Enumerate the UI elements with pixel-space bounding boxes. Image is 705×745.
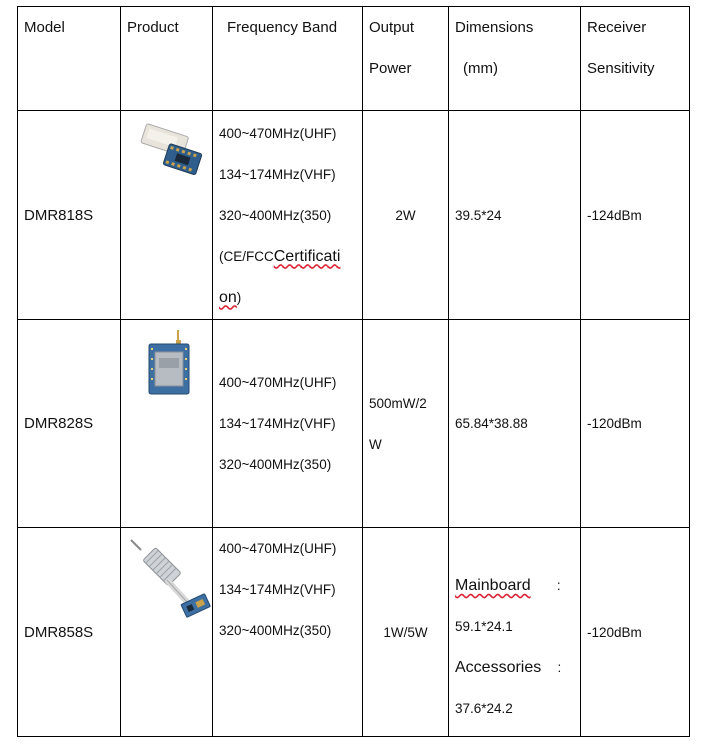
header-output-power: Output Power bbox=[363, 7, 449, 111]
header-product: Product bbox=[121, 7, 213, 111]
header-dimensions: Dimensions (mm) bbox=[449, 7, 581, 111]
output-power-cell: 2W bbox=[363, 111, 449, 320]
header-receiver-sensitivity: Receiver Sensitivity bbox=[581, 7, 690, 111]
accessories-label: Accessories bbox=[455, 659, 542, 676]
dimensions-cell: Mainboard : 59.1*24.1 Accessories : 37.6*24.2 bbox=[449, 528, 581, 737]
product-image-cell bbox=[121, 111, 213, 320]
header-model: Model bbox=[18, 7, 121, 111]
product-image-cell bbox=[121, 528, 213, 737]
certification-note: (CE/FCCCertificati bbox=[219, 247, 341, 265]
output-power-cell: 500mW/2 W bbox=[363, 320, 449, 528]
dimensions-cell: 39.5*24 bbox=[449, 111, 581, 320]
model-cell: DMR828S bbox=[18, 320, 121, 528]
dmr818s-module-image bbox=[133, 123, 213, 183]
table-row bbox=[18, 320, 690, 528]
table-row bbox=[18, 528, 690, 737]
header-row bbox=[18, 7, 690, 111]
sensitivity-cell: -120dBm bbox=[581, 320, 690, 528]
dimensions-cell: 65.84*38.88 bbox=[449, 320, 581, 528]
sensitivity-cell: -124dBm bbox=[581, 111, 690, 320]
model-cell: DMR858S bbox=[18, 528, 121, 737]
dmr858s-module-image bbox=[127, 536, 213, 622]
frequency-band-cell: 400~470MHz(UHF) 134~174MHz(VHF) 320~400MHz(350) bbox=[213, 320, 363, 528]
mainboard-label: Mainboard bbox=[455, 577, 531, 594]
frequency-band-cell: 400~470MHz(UHF) 134~174MHz(VHF) 320~400MHz(350) bbox=[213, 528, 363, 737]
sensitivity-cell: -120dBm bbox=[581, 528, 690, 737]
output-power-cell: 1W/5W bbox=[363, 528, 449, 737]
product-image-cell bbox=[121, 320, 213, 528]
table-row bbox=[18, 111, 690, 320]
model-cell: DMR818S bbox=[18, 111, 121, 320]
header-frequency-band: Frequency Band bbox=[213, 7, 363, 111]
dmr828s-module-image bbox=[145, 328, 195, 398]
frequency-band-cell: 400~470MHz(UHF) 134~174MHz(VHF) 320~400MHz(350) (CE/FCCCertificati on) bbox=[213, 111, 363, 320]
product-spec-table bbox=[17, 6, 690, 737]
